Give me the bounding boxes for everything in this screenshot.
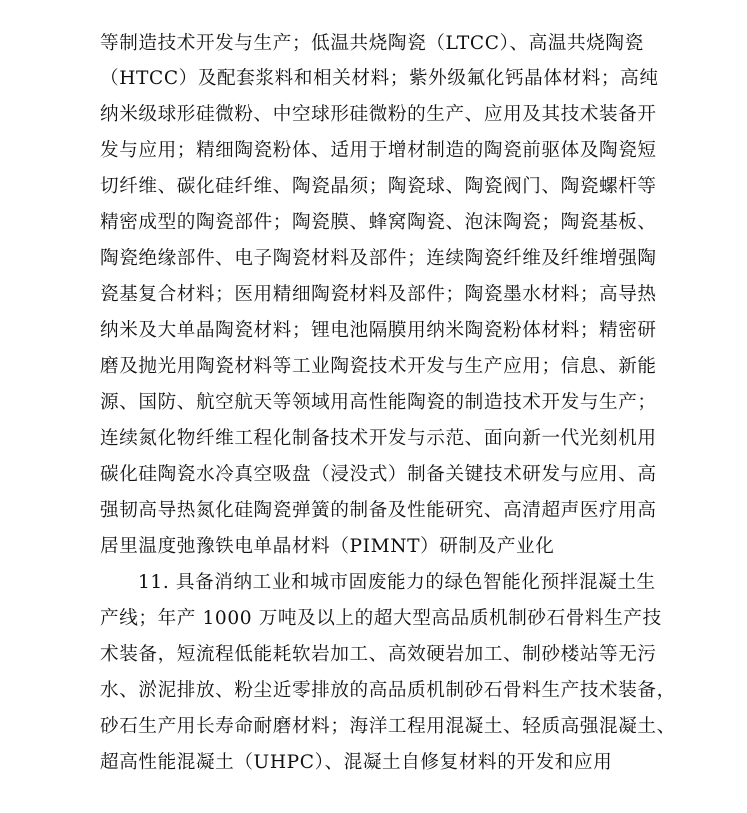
text-line: 纳米级球形硅微粉、中空球形硅微粉的生产、应用及其技术装备开 bbox=[100, 104, 657, 125]
text-line: 纳米及大单晶陶瓷材料；锂电池隔膜用纳米陶瓷粉体材料；精密研 bbox=[100, 320, 657, 341]
text-line: 连续氮化物纤维工程化制备技术开发与示范、面向新一代光刻机用 bbox=[100, 428, 657, 449]
text-line: 产线；年产 1000 万吨及以上的超大型高品质机制砂石骨料生产技 bbox=[100, 608, 662, 629]
text-line: 砂石生产用长寿命耐磨材料；海洋工程用混凝土、轻质高强混凝土、 bbox=[100, 716, 676, 737]
text-line: 等制造技术开发与生产；低温共烧陶瓷（LTCC）、高温共烧陶瓷 bbox=[100, 33, 644, 54]
text-line: 瓷基复合材料；医用精细陶瓷材料及部件；陶瓷墨水材料；高导热 bbox=[100, 284, 657, 305]
text-line: 发与应用；精细陶瓷粉体、适用于增材制造的陶瓷前驱体及陶瓷短 bbox=[100, 140, 657, 161]
text-line: 精密成型的陶瓷部件；陶瓷膜、蜂窝陶瓷、泡沫陶瓷；陶瓷基板、 bbox=[100, 212, 657, 233]
text-line: 切纤维、碳化硅纤维、陶瓷晶须；陶瓷球、陶瓷阀门、陶瓷螺杆等 bbox=[100, 176, 657, 197]
text-line: 碳化硅陶瓷水冷真空吸盘（浸没式）制备关键技术研发与应用、高 bbox=[100, 464, 657, 485]
text-line: 超高性能混凝土（UHPC）、混凝土自修复材料的开发和应用 bbox=[100, 752, 613, 773]
text-line: 术装备，短流程低能耗软岩加工、高效硬岩加工、制砂楼站等无污 bbox=[100, 644, 657, 665]
text-line: （HTCC）及配套浆料和相关材料；紫外级氟化钙晶体材料；高纯 bbox=[100, 68, 659, 89]
text-line: 强韧高导热氮化硅陶瓷弹簧的制备及性能研究、高清超声医疗用高 bbox=[100, 500, 657, 521]
text-line: 陶瓷绝缘部件、电子陶瓷材料及部件；连续陶瓷纤维及纤维增强陶 bbox=[100, 248, 657, 269]
paragraph-11-first-line: 11. 具备消纳工业和城市固废能力的绿色智能化预拌混凝土生 bbox=[138, 572, 656, 593]
text-line: 居里温度弛豫铁电单晶材料（PIMNT）研制及产业化 bbox=[100, 536, 555, 557]
text-line: 磨及抛光用陶瓷材料等工业陶瓷技术开发与生产应用；信息、新能 bbox=[100, 356, 657, 377]
text-line: 源、国防、航空航天等领域用高性能陶瓷的制造技术开发与生产； bbox=[100, 392, 657, 413]
text-line: 水、淤泥排放、粉尘近零排放的高品质机制砂石骨料生产技术装备， bbox=[100, 680, 676, 701]
